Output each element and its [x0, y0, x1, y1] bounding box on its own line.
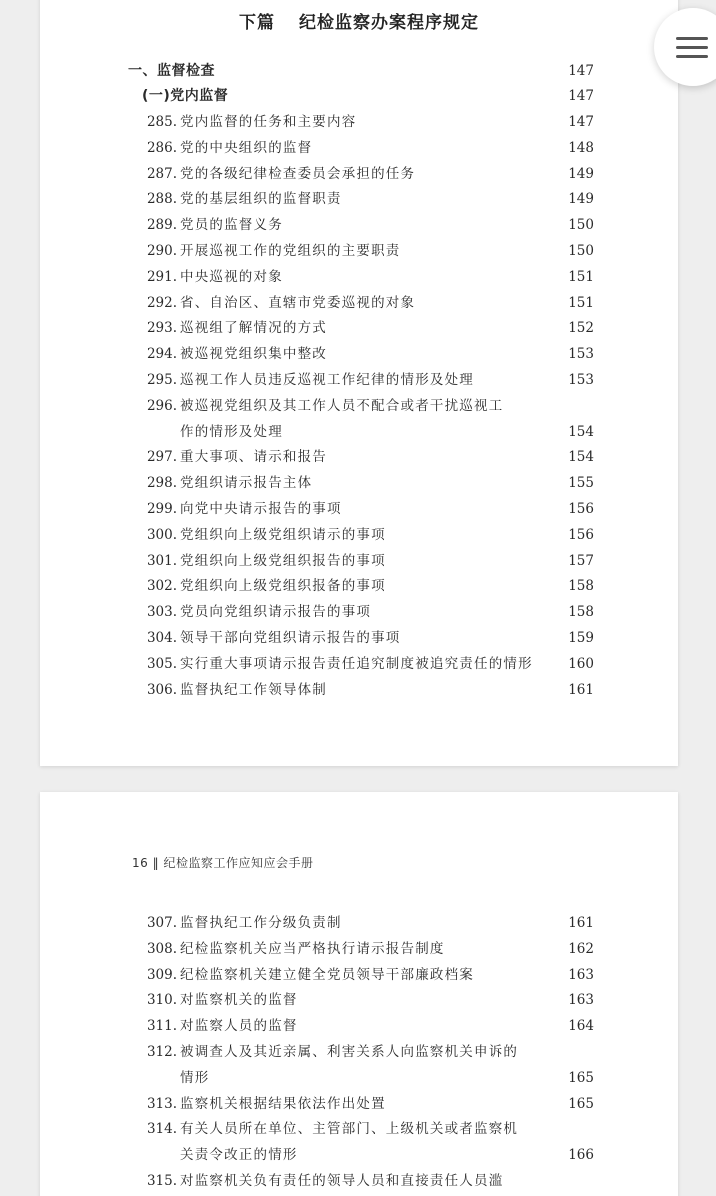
toc-entry-number: 294. — [146, 346, 177, 363]
toc-entry-number: 311. — [146, 1018, 177, 1035]
toc-entry-page: 149 — [568, 191, 594, 208]
toc-entry-page: 160 — [568, 655, 594, 672]
toc-entry-number: 300. — [146, 526, 177, 543]
toc-section: 一、监督检查 — [128, 63, 215, 79]
running-head — [132, 854, 313, 871]
chapter-title — [40, 8, 678, 33]
toc-entry-page: 152 — [568, 320, 594, 337]
toc-entry-title: 监督执纪工作分级负责制 — [180, 915, 342, 931]
toc-entry-title: 实行重大事项请示报告责任追究制度被追究责任的情形 — [180, 655, 533, 672]
toc-entry-title: 有关人员所在单位、主管部门、上级机关或者监察机 — [180, 1121, 519, 1138]
toc-entry-page: 166 — [568, 1147, 594, 1164]
toc-entry-title: 被调查人及其近亲属、利害关系人向监察机关申诉的 — [180, 1044, 519, 1060]
toc-entry-number: 313. — [146, 1095, 177, 1112]
document-page-1 — [40, 0, 678, 766]
toc-entry-number: 314. — [146, 1121, 177, 1138]
toc-entry-page: 153 — [568, 372, 594, 388]
toc-entry-number: 302. — [146, 578, 177, 595]
running-head-page-number: 16 — [132, 856, 149, 870]
toc-entry-number: 305. — [146, 655, 177, 672]
toc-entry-page: 161 — [568, 681, 594, 698]
toc-entry-number: 296. — [146, 397, 177, 414]
toc-entry-number: 285. — [146, 114, 177, 130]
toc-entry-number: 295. — [146, 372, 177, 388]
toc-entry-number: 299. — [146, 501, 177, 517]
toc-entry-title: 监察机关根据结果依法作出处置 — [180, 1095, 386, 1112]
toc-entry-page: 148 — [568, 139, 594, 156]
toc-entry-page: 147 — [568, 114, 594, 130]
toc-entry-title-continued: 作的情形及处理 — [180, 423, 283, 440]
toc-entry-title-continued: 情形 — [180, 1069, 210, 1086]
toc-entry-title: 党员向党组织请示报告的事项 — [180, 604, 372, 621]
toc-entry-number: 308. — [146, 940, 177, 957]
toc-entry-page: 154 — [568, 449, 594, 466]
toc-entry-title: 党的基层组织的监督职责 — [180, 191, 342, 208]
toc-entry-title: 被巡视党组织集中整改 — [180, 346, 327, 363]
toc-entry-title: 被巡视党组织及其工作人员不配合或者干扰巡视工 — [180, 397, 504, 414]
toc-entry-page: 150 — [568, 217, 594, 234]
toc-entry-number: 286. — [146, 139, 177, 156]
chapter-name: 纪检监察办案程序规定 — [299, 13, 479, 33]
toc-entry-number: 309. — [146, 966, 177, 983]
toc-entry-page: 154 — [568, 423, 594, 440]
toc-entry-title: 对监察机关负有责任的领导人员和直接责任人员滥 — [180, 1173, 504, 1189]
toc-entry-number: 303. — [146, 604, 177, 621]
document-page-2 — [40, 792, 678, 1196]
toc-entry-page: 163 — [568, 966, 594, 983]
toc-entry-number: 293. — [146, 320, 177, 337]
toc-entry-title: 党组织向上级党组织报告的事项 — [180, 552, 386, 569]
toc-entry-title: 监督执纪工作领导体制 — [180, 681, 327, 698]
toc-entry-number: 291. — [146, 268, 177, 285]
toc-entry-number: 298. — [146, 475, 177, 492]
toc-entry-number: 306. — [146, 681, 177, 698]
toc-entry-title: 对监察人员的监督 — [180, 1018, 298, 1035]
toc-entry-number: 292. — [146, 294, 177, 311]
toc-entry-title: 巡视组了解情况的方式 — [180, 320, 327, 337]
toc-entry-number: 301. — [146, 552, 177, 569]
toc-entry-number: 288. — [146, 191, 177, 208]
toc-entry-number: 304. — [146, 630, 177, 646]
toc-entry-page: 149 — [568, 165, 594, 182]
toc-entry-page: 164 — [568, 1018, 594, 1035]
toc-entry-page: 159 — [568, 630, 594, 646]
toc-entry-page: 158 — [568, 578, 594, 595]
toc-entry-page: 156 — [568, 501, 594, 517]
toc-entry-page: 158 — [568, 604, 594, 621]
toc-section-page: 147 — [568, 63, 594, 79]
toc-entry-title-continued: 关责令改正的情形 — [180, 1147, 298, 1164]
toc-entry-page: 155 — [568, 475, 594, 492]
toc-entry-number: 310. — [146, 992, 177, 1009]
toc-entry-page: 165 — [568, 1069, 594, 1086]
toc-entry-title: 省、自治区、直辖市党委巡视的对象 — [180, 294, 416, 311]
toc-entry-page: 151 — [568, 294, 594, 311]
toc-entry-page: 157 — [568, 552, 594, 569]
toc-entry-title: 党的各级纪律检查委员会承担的任务 — [180, 165, 416, 182]
toc-entry-page: 153 — [568, 346, 594, 363]
toc-entry-title: 纪检监察机关应当严格执行请示报告制度 — [180, 940, 445, 957]
toc-entry-title: 巡视工作人员违反巡视工作纪律的情形及处理 — [180, 372, 474, 388]
toc-entry-number: 287. — [146, 165, 177, 182]
toc-entry-number: 297. — [146, 449, 177, 466]
toc-entry-page: 162 — [568, 940, 594, 957]
toc-entry-page: 156 — [568, 526, 594, 543]
toc-entry-title: 纪检监察机关建立健全党员领导干部廉政档案 — [180, 966, 474, 983]
toc-entry-number: 289. — [146, 217, 177, 234]
toc-entry-title: 重大事项、请示和报告 — [180, 449, 327, 466]
toc-entry-title: 领导干部向党组织请示报告的事项 — [180, 630, 401, 646]
toc-entry-number: 290. — [146, 243, 177, 259]
toc-entry-title: 中央巡视的对象 — [180, 268, 283, 285]
toc-entry-page: 163 — [568, 992, 594, 1009]
toc-entry-number: 307. — [146, 915, 177, 931]
toc-entry-title: 党组织向上级党组织请示的事项 — [180, 526, 386, 543]
toc-entry-page: 161 — [568, 915, 594, 931]
toc-entry-title: 向党中央请示报告的事项 — [180, 501, 342, 517]
toc-entry-page: 151 — [568, 268, 594, 285]
toc-entry-title: 党组织请示报告主体 — [180, 475, 313, 492]
toc-entry-title: 党员的监督义务 — [180, 217, 283, 234]
toc-entry-title: 党的中央组织的监督 — [180, 139, 313, 156]
toc-entry-number: 315. — [146, 1173, 177, 1189]
toc-entry-number: 312. — [146, 1044, 177, 1060]
running-head-separator: ‖ — [152, 856, 160, 870]
toc-subsection: (一)党内监督 — [142, 88, 229, 104]
toc-entry-title: 对监察机关的监督 — [180, 992, 298, 1009]
toc-subsection-page: 147 — [568, 88, 594, 104]
toc-entry-title: 党内监督的任务和主要内容 — [180, 114, 357, 130]
toc-entry-page: 165 — [568, 1095, 594, 1112]
running-head-book-title: 纪检监察工作应知应会手册 — [163, 856, 314, 870]
toc-entry-page: 150 — [568, 243, 594, 259]
chapter-part: 下篇 — [239, 13, 275, 33]
toc-entry-title: 党组织向上级党组织报备的事项 — [180, 578, 386, 595]
toc-entry-title: 开展巡视工作的党组织的主要职责 — [180, 243, 401, 259]
